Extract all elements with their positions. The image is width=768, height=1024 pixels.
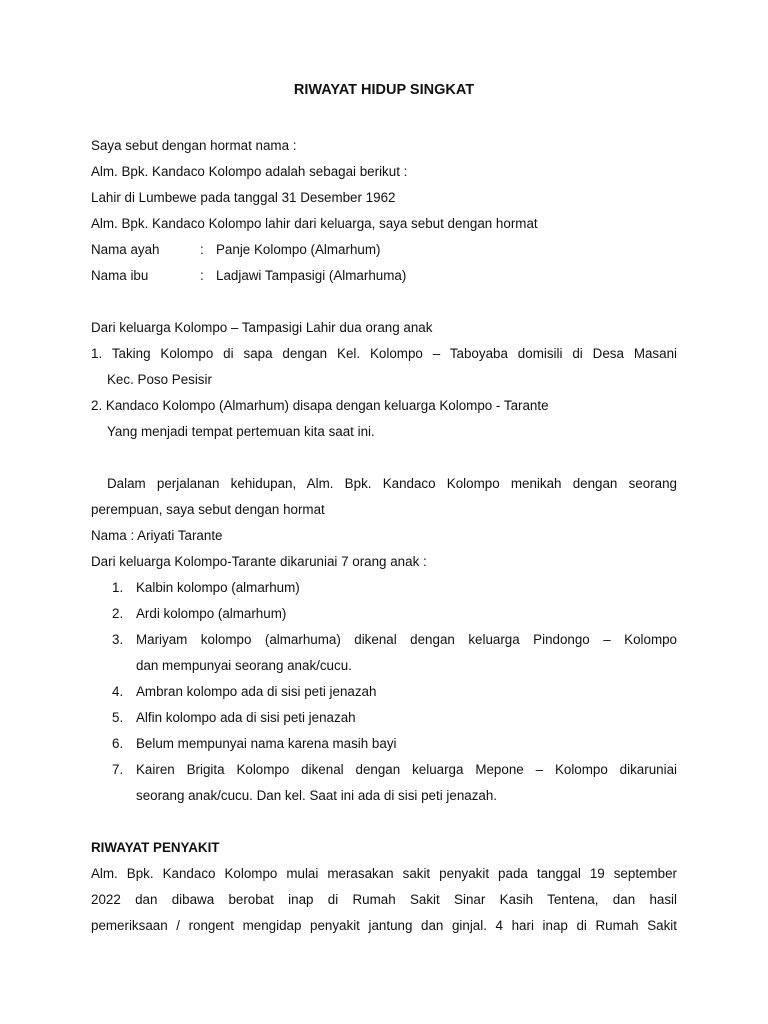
list-text: Mariyam kolompo (almarhuma) dikenal dengan keluarga Pindongo – Kolompo (136, 632, 677, 647)
list-text: Kairen Brigita Kolompo dikenal dengan keluarga Mepone – Kolompo dikaruniai (136, 762, 677, 777)
intro-line-2: Alm. Bpk. Kandaco Kolompo adalah sebagai berikut : (91, 164, 408, 179)
mother-row (91, 267, 406, 285)
sibling-2-line-2: Yang menjadi tempat pertemuan kita saat ini. (107, 424, 375, 439)
list-item (112, 631, 136, 649)
list-text: Belum mempunyai nama karena masih bayi (136, 736, 397, 751)
sibling-2-line-1: 2. Kandaco Kolompo (Almarhum) disapa dengan keluarga Kolompo - Tarante (91, 398, 549, 413)
list-number: 5. (112, 710, 124, 725)
marriage-line-2: perempuan, saya sebut dengan hormat (91, 502, 325, 517)
list-item (112, 683, 376, 701)
sibling-1-line-2: Kec. Poso Pesisir (107, 372, 212, 387)
illness-heading: RIWAYAT PENYAKIT (91, 840, 220, 855)
list-number: 3. (112, 632, 124, 647)
intro-line-3: Lahir di Lumbewe pada tanggal 31 Desember 1962 (91, 190, 396, 205)
illness-line-1: Alm. Bpk. Kandaco Kolompo mulai merasakan sakit penyakit pada tanggal 19 september (91, 866, 677, 881)
list-item (112, 735, 397, 753)
list-text: Alfin kolompo ada di sisi peti jenazah (136, 710, 356, 725)
page-title: RIWAYAT HIDUP SINGKAT (293, 82, 475, 98)
mother-value: Ladjawi Tampasigi (Almarhuma) (216, 268, 407, 283)
list-text-continued: dan mempunyai seorang anak/cucu. (136, 658, 352, 673)
list-item (112, 605, 286, 623)
father-colon: : (200, 242, 204, 257)
list-number: 1. (112, 580, 124, 595)
father-row (91, 241, 380, 259)
children-intro: Dari keluarga Kolompo-Tarante dikaruniai 7 orang anak : (91, 554, 427, 569)
list-number: 4. (112, 684, 124, 699)
mother-colon: : (200, 268, 204, 283)
list-number: 6. (112, 736, 124, 751)
siblings-intro: Dari keluarga Kolompo – Tampasigi Lahir dua orang anak (91, 320, 433, 335)
list-text: Ambran kolompo ada di sisi peti jenazah (136, 684, 377, 699)
list-number: 7. (112, 762, 124, 777)
marriage-line-1: Dalam perjalanan kehidupan, Alm. Bpk. Kandaco Kolompo menikah dengan seorang (107, 476, 677, 491)
list-item (112, 761, 136, 779)
intro-line-1: Saya sebut dengan hormat nama : (91, 138, 297, 153)
intro-line-4: Alm. Bpk. Kandaco Kolompo lahir dari keluarga, saya sebut dengan hormat (91, 216, 538, 231)
father-value: Panje Kolompo (Almarhum) (216, 242, 381, 257)
list-text-continued: seorang anak/cucu. Dan kel. Saat ini ada di sisi peti jenazah. (136, 788, 498, 803)
illness-line-2: 2022 dan dibawa berobat inap di Rumah Sakit Sinar Kasih Tentena, dan hasil (91, 892, 677, 907)
mother-label: Nama ibu (91, 268, 149, 283)
list-item (112, 709, 356, 727)
list-item (112, 579, 300, 597)
father-label: Nama ayah (91, 242, 160, 257)
spouse-name: Nama : Ariyati Tarante (91, 528, 223, 543)
list-text: Kalbin kolompo (almarhum) (136, 580, 300, 595)
list-text: Ardi kolompo (almarhum) (136, 606, 287, 621)
list-number: 2. (112, 606, 124, 621)
illness-line-3: pemeriksaan / rongent mengidap penyakit jantung dan ginjal. 4 hari inap di Rumah Sakit (91, 918, 677, 933)
sibling-1-line-1: 1. Taking Kolompo di sapa dengan Kel. Kolompo – Taboyaba domisili di Desa Masani (91, 346, 677, 361)
